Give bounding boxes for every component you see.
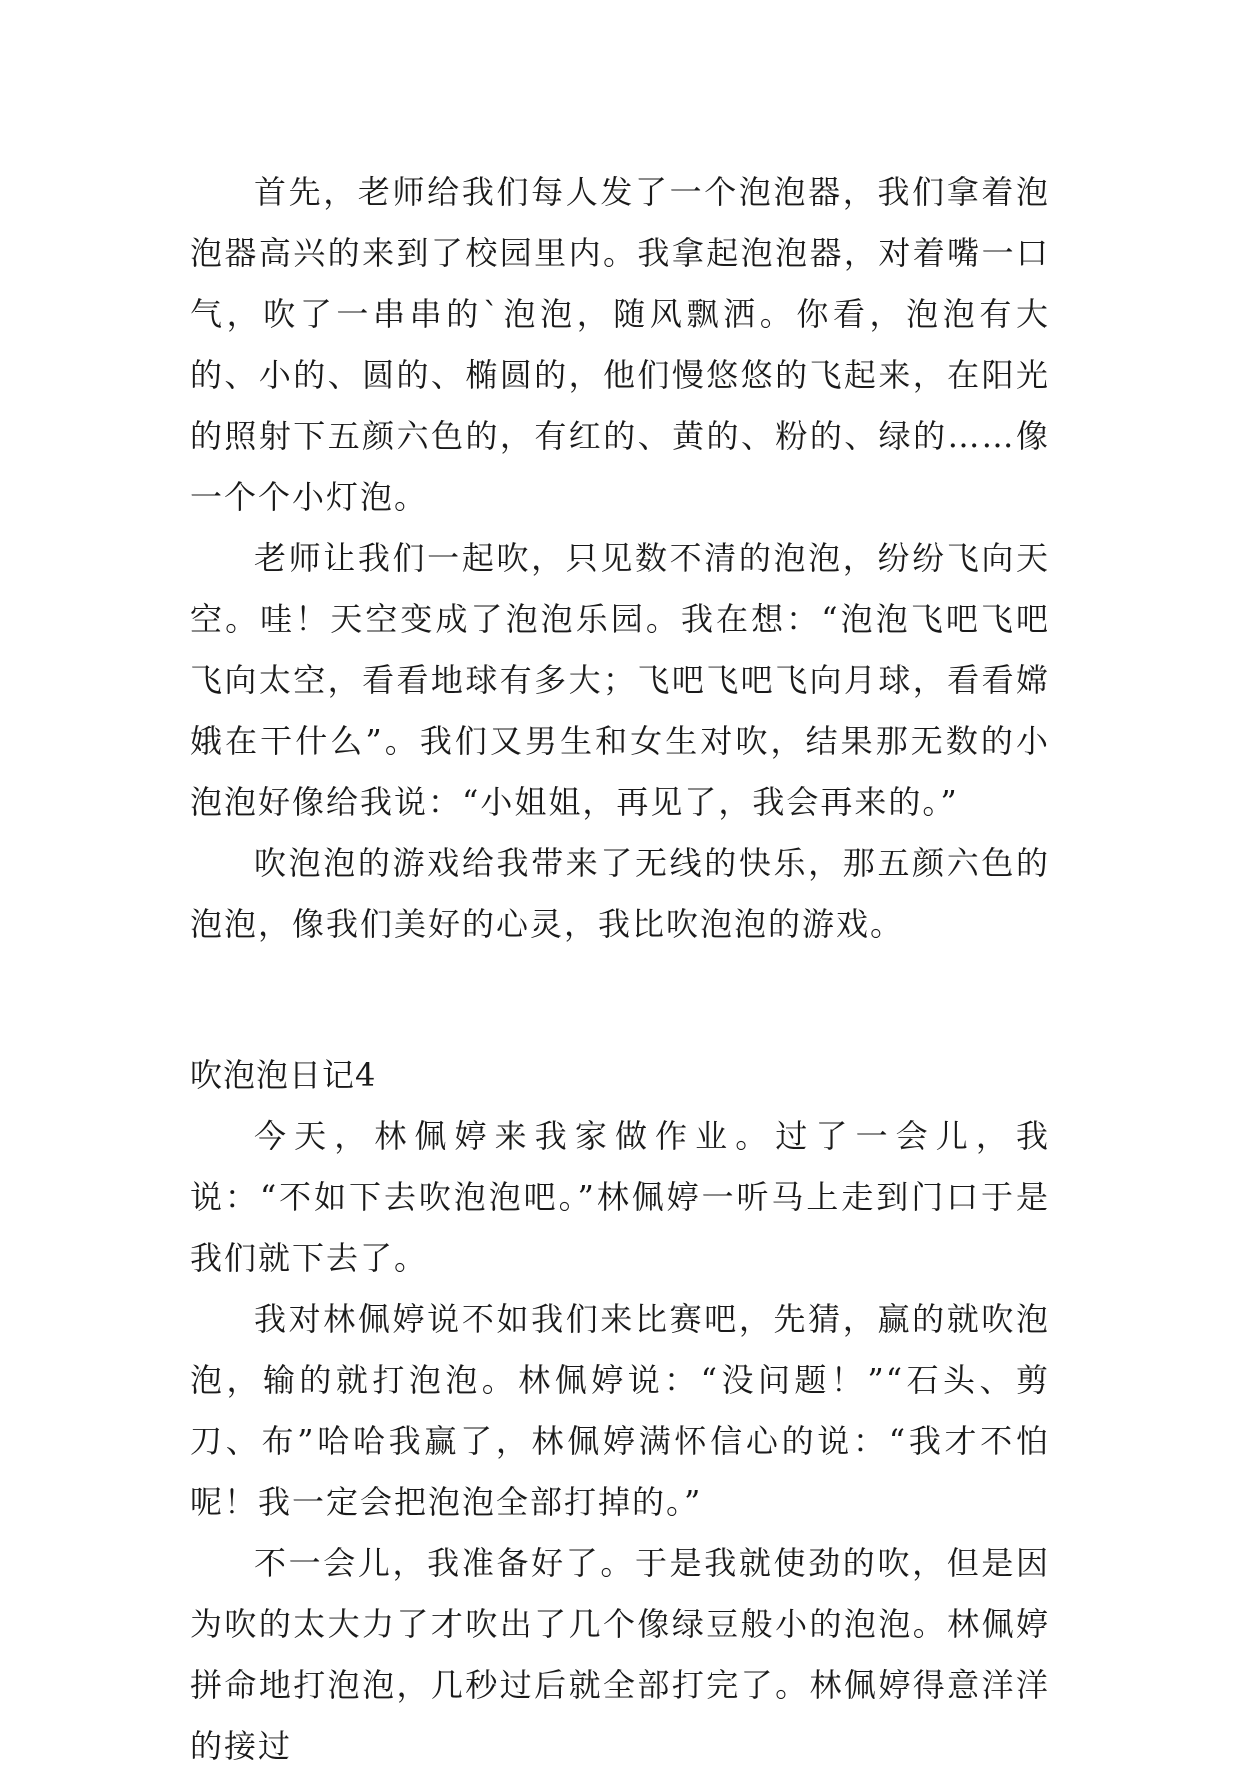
paragraph: 不一会儿，我准备好了。于是我就使劲的吹，但是因为吹的太大力了才吹出了几个像绿豆般小的泡泡。林佩婷拼命地打泡泡，几秒过后就全部打完了。林佩婷得意洋洋的接过 [190, 1544, 1050, 1765]
paragraph: 我对林佩婷说不如我们来比赛吧，先猜，赢的就吹泡泡，输的就打泡泡。林佩婷说：“没问题！”“石头、剪刀、布”哈哈我赢了，林佩婷满怀信心的说：“我才不怕呢！我一定会把泡泡全部打掉的。” [190, 1300, 1050, 1521]
document-body [190, 162, 1050, 1777]
section-heading: 吹泡泡日记4 [190, 1056, 377, 1094]
paragraph: 首先，老师给我们每人发了一个泡泡器，我们拿着泡泡器高兴的来到了校园里内。我拿起泡泡器，对着嘴一口气，吹了一串串的`泡泡，随风飘洒。你看，泡泡有大的、小的、圆的、椭圆的，他们慢悠悠的飞起来，在阳光的照射下五颜六色的，有红的、黄的、粉的、绿的……像一个个小灯泡。 [190, 173, 1050, 516]
paragraph: 老师让我们一起吹，只见数不清的泡泡，纷纷飞向天空。哇！天空变成了泡泡乐园。我在想：“泡泡飞吧飞吧飞向太空，看看地球有多大；飞吧飞吧飞向月球，看看嫦娥在干什么”。我们又男生和女生对吹，结果那无数的小泡泡好像给我说：“小姐姐，再见了，我会再来的。” [190, 539, 1050, 821]
paragraph: 今天，林佩婷来我家做作业。过了一会儿，我说：“不如下去吹泡泡吧。”林佩婷一听马上走到门口于是我们就下去了。 [190, 1117, 1050, 1277]
paragraph: 吹泡泡的游戏给我带来了无线的快乐，那五颜六色的泡泡，像我们美好的心灵，我比吹泡泡的游戏。 [190, 844, 1050, 943]
